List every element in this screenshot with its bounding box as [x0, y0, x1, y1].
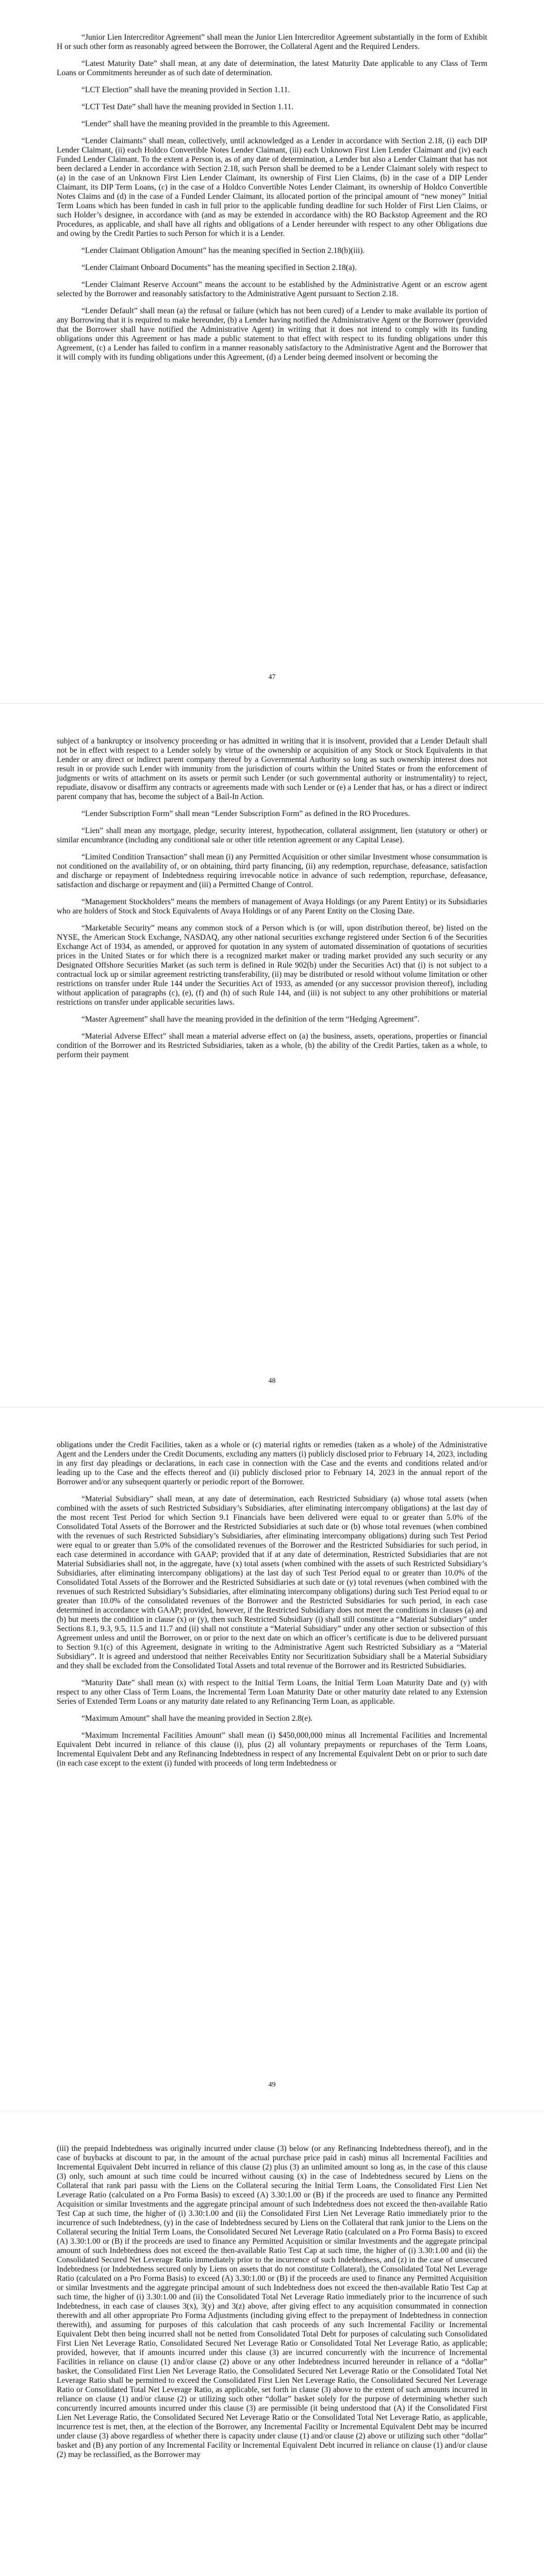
definition-material-adverse-effect-continued: obligations under the Credit Facilities, taken as a whole or (c) material rights or remedies (taken as a whole) of the Administrative Agent and the Lenders under the Credit Documents, excluding any matters (i) publicly disclosed prior to February 14, 2023, including in any first day pleadings or declarations, in each case in connection with the Case and the events and conditions related and/or leading up to the Case and the effects thereof and (ii) publicly disclosed prior to February 14, 2023 in the annual report of the Borrower and/or any subsequent quarterly or periodic report of the Borrower.	[57, 1440, 487, 1486]
definition-lct-test-date: “LCT Test Date” shall have the meaning provided in Section 1.11.	[81, 103, 293, 111]
definition-lender: “Lender” shall have the meaning provided in the preamble to this Agreement.	[81, 120, 330, 128]
page-number: 47	[268, 673, 276, 681]
definition-lender-claimant-obligation-amount: “Lender Claimant Obligation Amount” has the meaning specified in Section 2.18(b)(iii).	[81, 246, 365, 255]
definition-limited-condition-transaction: “Limited Condition Transaction” shall mean (i) any Permitted Acquisition or other similar Investment whose consummation is not conditioned on the availability of, or on obtaining, third party financing, (ii) any redemption, repurchase, defeasance, satisfaction and discharge or repayment of Indebtedness requiring irrevocable notice in advance of such redemption, repurchase, defeasance, satisfaction and discharge or repayment and (iii) a Permitted Change of Control.	[57, 853, 487, 889]
definition-lct-election: “LCT Election” shall have the meaning provided in Section 1.11.	[81, 86, 290, 94]
page-number: 48	[268, 1377, 276, 1385]
page-47	[0, 0, 544, 703]
definition-lien: “Lien” shall mean any mortgage, pledge, security interest, hypothecation, collateral assignment, lien (statutory or other) or similar encumbrance (including any conditional sale or other title retention agreement or any Capital Lease).	[57, 826, 487, 844]
definition-lender-default: “Lender Default” shall mean (a) the refusal or failure (which has not been cured) of a Lender to make available its portion of any Borrowing that it is required to make hereunder, (b) a Lender having notified the Administrative Agent or the Borrower (provided that the Borrower shall have notified the Administrative Agent) in writing that it does not intend to comply with its funding obligations under this Agreement or has made a public statement to that effect with respect to its funding obligations under this Agreement, (c) a Lender has failed to confirm in a manner reasonably satisfactory to the Administrative Agent and the Borrower that it will comply with its funding obligations under this Agreement, (d) a Lender being deemed insolvent or becoming the	[57, 307, 487, 362]
definition-junior-lien-intercreditor-agreement: “Junior Lien Intercreditor Agreement” shall mean the Junior Lien Intercreditor Agreement substantially in the form of Exhibit H or such other form as reasonably agreed between the Borrower, the Collateral Agent and the Required Lenders.	[57, 33, 487, 51]
definition-lender-default-continued: subject of a bankruptcy or insolvency proceeding or has admitted in writing that it is insolvent, provided that a Lender Default shall not be in effect with respect to a Lender solely by virtue of the ownership or acquisition of any Stock or Stock Equivalents in that Lender or any direct or indirect parent company thereof by a Governmental Authority so long as such ownership interest does not result in or provide such Lender with immunity from the jurisdiction of courts within the United States or from the enforcement of judgments or writs of attachment on its assets or permit such Lender (or such governmental authority or instrumentality) to reject, repudiate, disavow or disaffirm any contracts or agreements made with such Lender or (e) a Lender that has, or has a direct or indirect parent company that has, become the subject of a Bail-In Action.	[57, 737, 487, 801]
definition-latest-maturity-date: “Latest Maturity Date” shall mean, at any date of determination, the latest Maturity Date applicable to any Class of Term Loans or Commitments hereunder as of such date of determination.	[57, 59, 487, 77]
definition-lender-claimant-reserve-account: “Lender Claimant Reserve Account” means the account to be established by the Administrative Agent or an escrow agent selected by the Borrower and reasonably satisfactory to the Administrative Agent pursuant to Section 2.18.	[57, 280, 487, 298]
definition-maturity-date: “Maturity Date” shall mean (x) with respect to the Initial Term Loans, the Initial Term Loan Maturity Date and (y) with respect to any other Class of Term Loans, the Incremental Term Loan Maturity Date or other maturity date related to any Extension Series of Extended Term Loans or any maturity date related to any Refinancing Term Loan, as applicable.	[57, 1679, 487, 1706]
page-49	[0, 1408, 544, 2111]
definition-lender-subscription-form: “Lender Subscription Form” shall mean “Lender Subscription Form” as defined in the RO Procedures.	[81, 809, 410, 818]
definition-maximum-incremental-facilities-amount: “Maximum Incremental Facilities Amount” shall mean (i) $450,000,000 minus all Incremental Facilities and Incremental Equivalent Debt incurred in reliance of this clause (i), plus (2) all voluntary prepayments or repurchases of the Term Loans, Incremental Equivalent Debt and any Refinancing Indebtedness in respect of any Incremental Equivalent Debt on or prior to such date (in each case except to the extent (i) funded with proceeds of long term Indebtedness or	[57, 1731, 487, 1768]
page-number: 49	[268, 2081, 276, 2089]
definition-lender-claimant-onboard-documents: “Lender Claimant Onboard Documents” has the meaning specified in Section 2.18(a).	[81, 263, 357, 272]
definition-material-subsidiary: “Material Subsidiary” shall mean, at any date of determination, each Restricted Subsidiary (a) whose total assets (when combined with the assets of such Restricted Subsidiary’s Subsidiaries, after eliminating intercompany obligations) at the last day of the most recent Test Period for which Section 9.1 Financials have been delivered were equal to or greater than 5.0% of the Consolidated Total Assets of the Borrower and the Restricted Subsidiaries at such date or (b) whose total revenues (when combined with the revenues of such Restricted Subsidiary’s Subsidiaries, after eliminating intercompany obligations) during such Test Period were equal to or greater than 5.0% of the consolidated revenues of the Borrower and the Restricted Subsidiaries for such period, in each case determined in accordance with GAAP; provided that if at any date of determination, Restricted Subsidiaries that are not Material Subsidiaries shall not, in the aggregate, have (x) total assets (when combined with the assets of such Restricted Subsidiary’s Subsidiaries, after eliminating intercompany obligations) at the last day of such Test Period equal to or greater than 10.0% of the Consolidated Total Assets of the Borrower and the Restricted Subsidiaries at such date or (y) total revenues (when combined with the revenues of such Restricted Subsidiary’s Subsidiaries, after eliminating intercompany obligations) during such Test Period equal to or greater than 10.0% of the consolidated revenues of the Borrower and the Restricted Subsidiaries for such period, in each case determined in accordance with GAAP; provided, however, if the Restricted Subsidiary does not meet the conditions in clauses (a) and (b) but meets the condition in clause (x) or (y), then such Restricted Subsidiary (i) shall still constitute a “Material Subsidiary” under Sections 8.1, 9.3, 9.5, 11.5 and 11.7 and (ii) shall not constitute a “Material Subsidiary” under any other section or subsection of this Agreement unless and until the Borrower, on or prior to the next date on which an officer’s certificate is due to be delivered pursuant to Section 9.1(c) of this Agreement, designate in writing to the Administrative Agent such Restricted Subsidiary as a “Material Subsidiary”. It is agreed and understood that neither Receivables Entity nor Securitization Subsidiary shall be a Material Subsidiary and they shall be excluded from the Consolidated Total Assets and total revenue of the Borrower and its Restricted Subsidiaries.	[57, 1495, 487, 1670]
page-50	[0, 2111, 544, 2576]
definition-management-stockholders: “Management Stockholders” means the members of management of Avaya Holdings (or any Parent Entity) or its Subsidiaries who are holders of Stock and Stock Equivalents of Avaya Holdings or of any Parent Entity on the Closing Date.	[57, 897, 487, 916]
definition-master-agreement: “Master Agreement” shall have the meaning provided in the definition of the term “Hedging Agreement”.	[81, 1015, 420, 1024]
definition-marketable-security: “Marketable Security” means any common stock of a Person which is (or will, upon distribution thereof, be) listed on the NYSE, the American Stock Exchange, NASDAQ, any other national securities exchange registered under Section 6 of the Securities Exchange Act of 1934, as amended, or approved for quotation in any system of automated dissemination of quotations of securities prices in the United States or for which there is a recognized market maker or trading market provided any such security or any Designated Offshore Securities Market (as such term is defined in Rule 902(b) under the Securities Act) that (i) is not subject to a contractual lock up or similar agreement restricting transferability, (ii) may be distributed or resold without volume limitation or other restrictions on transfer under Rule 144 under the Securities Act of 1933, as amended (or any successor provision thereof), including without application of paragraphs (c), (e), (f) and (h) of such Rule 144, and (iii) is not subject to any other prohibitions or material restrictions on transfer under applicable securities laws.	[57, 924, 487, 1007]
definition-lender-claimants: “Lender Claimants” shall mean, collectively, until acknowledged as a Lender in accordance with Section 2.18, (i) each DIP Lender Claimant, (ii) each Holdco Convertible Notes Lender Claimant, (iii) each Unknown First Lien Lender Claimant and (iv) each Funded Lender Claimant. To the extent a Person is, as of any date of determination, a Lender but also a Lender Claimant that has not been declared a Lender in accordance with Section 2.18, such Person shall be deemed to be a Lender Claimant solely with respect to (a) in the case of an Unknown First Lien Lender Claimant, its ownership of First Lien Claims, (b) in the case of a DIP Lender Claimant, its DIP Term Loans, (c) in the case of a Holdco Convertible Notes Lender Claimant, its ownership of Holdco Convertible Notes Claims and (d) in the case of a Funded Lender Claimant, its allocated portion of the principal amount of “new money” Initial Term Loans which has been funded in cash in full prior to the applicable funding deadline for such Holder of First Lien Claims, or such Holder’s designee, in accordance with (and as may be extended in accordance with) the RO Backstop Agreement and the RO Procedures, as applicable, and shall have all rights and obligations of a Lender hereunder with respect to any other Obligations due and owing by the Credit Parties to such Person for which it is a Lender.	[57, 137, 487, 238]
definition-maximum-amount: “Maximum Amount” shall have the meaning provided in Section 2.8(e).	[81, 1714, 313, 1723]
definition-maximum-incremental-facilities-amount-continued: (iii) the prepaid Indebtedness was originally incurred under clause (3) below (or any Refinancing Indebtedness thereof), and in the case of buybacks at discount to par, in the amount of the actual purchase price paid in cash) minus all Incremental Facilities and Incremental Equivalent Debt incurred in reliance of this clause (2) plus (3) an unlimited amount so long as, in the case of this clause (3) only, such amount at such time could be incurred without causing (x) in the case of Indebtedness secured by Liens on the Collateral that rank pari passu with the Liens on the Collateral securing the Initial Term Loans, the Consolidated First Lien Net Leverage Ratio (calculated on a Pro Forma Basis) to exceed (A) 3.30:1.00 or (B) if the proceeds are used to finance any Permitted Acquisition or similar Investments and the aggregate principal amount of such Indebtedness does not exceed the then-available Ratio Test Cap at such time, the higher of (i) 3.30:1.00 and (ii) the Consolidated First Lien Net Leverage Ratio immediately prior to the incurrence of such Indebtedness, (y) in the case of Indebtedness secured by Liens on the Collateral that rank junior to the Liens on the Collateral securing the Initial Term Loans, the Consolidated Secured Net Leverage Ratio (calculated on a Pro Forma Basis) to exceed (A) 3.30:1.00 or (B) if the proceeds are used to finance any Permitted Acquisition or similar Investments and the aggregate principal amount of such Indebtedness does not exceed the then-available Ratio Test Cap at such time, the higher of (i) 3.30:1.00 and (ii) the Consolidated Secured Net Leverage Ratio immediately prior to the incurrence of such Indebtedness, and (z) in the case of unsecured Indebtedness (or Indebtedness secured only by Liens on assets that do not constitute Collateral), the Consolidated Total Net Leverage Ratio (calculated on a Pro Forma Basis) to exceed (A) 3.30:1.00 or (B) if the proceeds are used to finance any Permitted Acquisition or similar Investments and the aggregate principal amount of such Indebtedness does not exceed the then-available Ratio Test Cap at such time, the higher of (i) 3.30:1.00 and (ii) the Consolidated Total Net Leverage Ratio immediately prior to the incurrence of such Indebtedness, in each case of clauses 3(x), 3(y) and 3(z) above, after giving effect to any acquisition consummated in connection therewith and all other appropriate Pro Forma Adjustments (including giving effect to the prepayment of Indebtedness in connection therewith), and assuming for purposes of this calculation that cash proceeds of any such Incremental Facility or Incremental Equivalent Debt then being incurred shall not be netted from Consolidated Total Debt for purposes of calculating such Consolidated First Lien Net Leverage Ratio, Consolidated Secured Net Leverage Ratio or Consolidated Total Net Leverage Ratio, as applicable; provided, however, that if amounts incurred under this clause (3) are incurred concurrently with the incurrence of Incremental Facilities in reliance on clause (1) and/or clause (2) above or any other Indebtedness incurred hereunder in reliance of a “dollar” basket, the Consolidated First Lien Net Leverage Ratio, the Consolidated Secured Net Leverage Ratio or the Consolidated Total Net Leverage Ratio shall be permitted to exceed the Consolidated First Lien Net Leverage Ratio, the Consolidated Secured Net Leverage Ratio or Consolidated Total Net Leverage Ratio, as applicable, set forth in clause (3) above to the extent of such amounts incurred in reliance on clause (1) and/or clause (2) or utilizing such other “dollar” basket solely for the purpose of determining whether such concurrently incurred amounts incurred under this clause (3) are permissible (it being understood that (A) if the Consolidated First Lien Net Leverage Ratio, the Consolidated Secured Net Leverage Ratio or the Consolidated Total Net Leverage Ratio, as applicable, incurrence test is met, then, at the election of the Borrower, any Incremental Facility or Incremental Equivalent Debt may be incurred under clause (3) above regardless of whether there is capacity under clause (1) and/or clause (2) above or utilizing such other “dollar” basket and (B) any portion of any Incremental Facility or Incremental Equivalent Debt incurred in reliance on clause (1) and/or clause (2) may be reclassified, as the Borrower may	[57, 2144, 487, 2459]
definition-material-adverse-effect: “Material Adverse Effect” shall mean a material adverse effect on (a) the business, assets, operations, properties or financial condition of the Borrower and its Restricted Subsidiaries, taken as a whole, (b) the ability of the Credit Parties, taken as a whole, to perform their payment	[57, 1032, 487, 1059]
page-48	[0, 704, 544, 1407]
